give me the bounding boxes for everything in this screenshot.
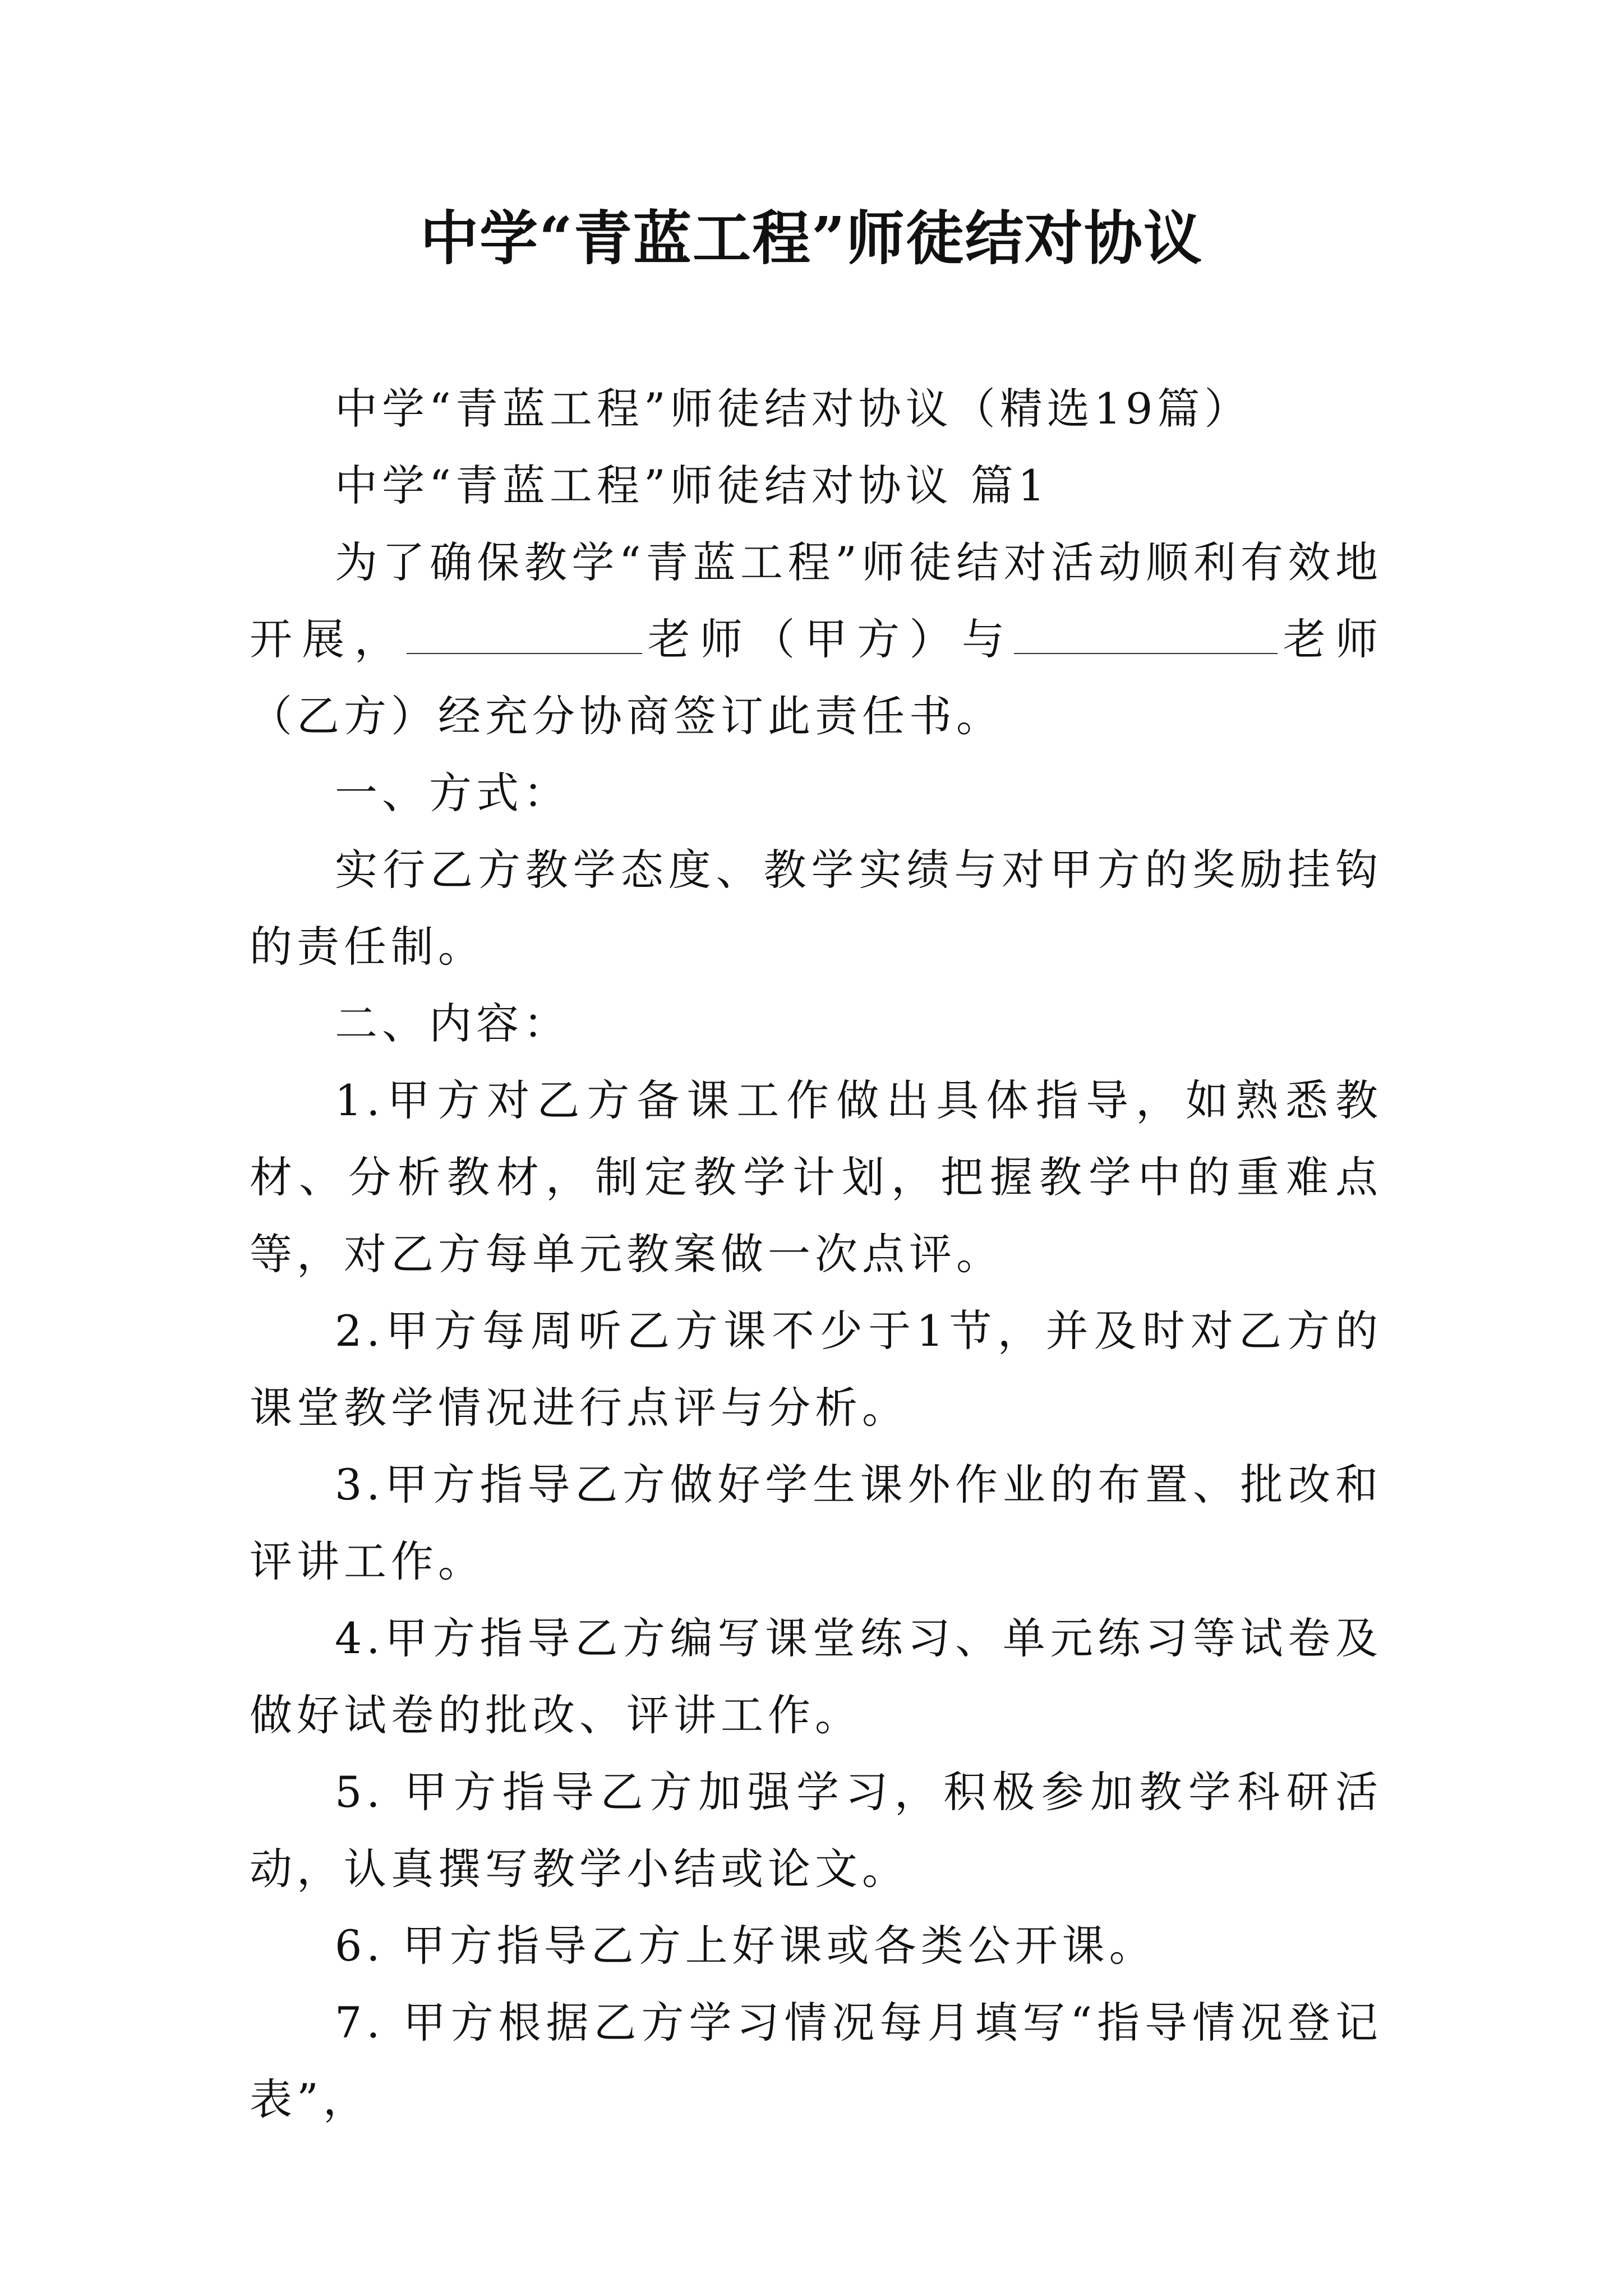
content-item-2: 2.甲方每周听乙方课不少于1节，并及时对乙方的课堂教学情况进行点评与分析。 — [250, 1306, 1382, 1433]
intro-paragraph — [250, 524, 1382, 754]
intro-text-3: 老师（乙方）经充分协商签订此责任书。 — [250, 614, 1383, 741]
mentor-name-blank — [407, 617, 642, 654]
content-item-4: 4.甲方指导乙方编写课堂练习、单元练习等试卷及做好试卷的批改、评讲工作。 — [250, 1613, 1382, 1740]
content-item-3: 3.甲方指导乙方做好学生课外作业的布置、批改和评讲工作。 — [250, 1460, 1382, 1586]
content-item-7: 7. 甲方根据乙方学习情况每月填写“指导情况登记表”， — [250, 1998, 1382, 2124]
document-title: 中学“青蓝工程”师徒结对协议 — [420, 204, 1203, 273]
heading-method: 一、方式： — [335, 768, 570, 818]
subtitle-line: 中学“青蓝工程”师徒结对协议（精选19篇） — [335, 384, 1252, 434]
section-title: 中学“青蓝工程”师徒结对协议 篇1 — [335, 461, 1050, 510]
intro-text-2: 老师（甲方）与 — [642, 614, 1015, 664]
intro-text-1: 为了确保教学“青蓝工程”师徒结对活动顺利有效地开展， — [250, 537, 1382, 664]
document-body — [250, 370, 1382, 2138]
method-paragraph: 实行乙方教学态度、教学实绩与对甲方的奖励挂钩的责任制。 — [250, 845, 1382, 972]
heading-content: 二、内容： — [335, 999, 570, 1048]
content-item-1: 1.甲方对乙方备课工作做出具体指导，如熟悉教材、分析教材，制定教学计划，把握教学中的重难点等，对乙方每单元教案做一次点评。 — [250, 1075, 1382, 1279]
apprentice-name-blank — [1014, 617, 1278, 654]
content-item-5: 5. 甲方指导乙方加强学习，积极参加教学科研活动，认真撰写教学小结或论文。 — [250, 1767, 1382, 1894]
content-item-6: 6. 甲方指导乙方上好课或各类公开课。 — [335, 1921, 1156, 1971]
